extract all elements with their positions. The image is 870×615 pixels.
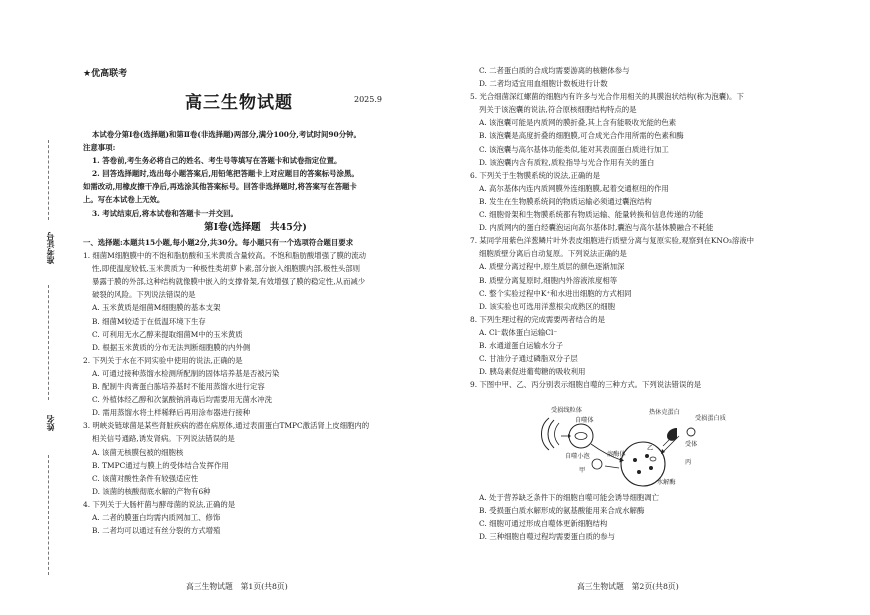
right-q9-options xyxy=(470,491,830,543)
text-line: 暴露于膜的外部,这种结构就像膜中嵌入的支撑骨架,有效增强了膜的稳定性,从而减少 xyxy=(92,277,366,287)
text-line: B. 水通道蛋白运输水分子 xyxy=(479,340,564,350)
label-autophagosome: 自噬体 xyxy=(575,417,594,424)
binding-line xyxy=(48,455,49,575)
label-lysosome: 溶酶体 xyxy=(607,451,626,458)
text-line: 注意事项: xyxy=(83,143,116,153)
text-line: 9. 下图中甲、乙、丙分别表示细胞自噬的三种方式。下列说法错误的是 xyxy=(470,380,702,390)
text-line: 6. 下列关于生物膜系统的说法,正确的是 xyxy=(470,170,601,180)
text-line: 相关信号通路,诱发肾病。下列说法错误的是 xyxy=(92,434,235,444)
text-line: D. 二者均适宜用血细胞计数板进行计数 xyxy=(479,79,608,89)
text-line: D. 该泡囊内含有质粒,质粒指导与光合作用有关的蛋白 xyxy=(479,157,655,167)
footer-page-2: 高三生物试题 第2页(共8页) xyxy=(577,582,679,591)
text-line: B. 细菌M较适于在低温环境下生存 xyxy=(92,316,206,326)
text-line: C. 该菌对酸性条件有较强适应性 xyxy=(92,473,199,483)
text-line: C. 细胞可通过形成自噬体更新细胞结构 xyxy=(479,519,608,529)
text-line: 1. 细菌M细胞膜中的不饱和脂肪酸和玉米黄质含量较高。不饱和脂肪酸增强了膜的流动 xyxy=(83,251,367,261)
text-line: D. 根据玉米黄质的分布无法判断细胞膜的内外侧 xyxy=(92,342,251,352)
mitochondrion-icon xyxy=(542,418,560,450)
text-line: D. 胰岛素促进葡萄糖的吸收利用 xyxy=(479,367,586,377)
text-line: C. 该泡囊与高尔基体功能类似,能对其表面蛋白质进行加工 xyxy=(479,144,669,154)
label-bing: 丙 xyxy=(685,459,692,466)
text-line: 本试卷分第Ⅰ卷(选择题)和第Ⅱ卷(非选择题)两部分,满分100分,考试时间90分钟。 xyxy=(92,130,361,139)
name-label: 姓名 xyxy=(46,415,55,431)
text-line: A. 高尔基体内连内质网膜外连细胞膜,起着交通枢纽的作用 xyxy=(479,183,669,193)
text-line: 2. 回答选择题时,选出每小题答案后,用铅笔把答题卡上对应题目的答案标号涂黑。 xyxy=(92,169,359,179)
label-protein: 受损蛋白质 xyxy=(695,415,726,422)
autophagy-figure xyxy=(535,402,735,490)
text-line: 如需改动,用橡皮擦干净后,再选涂其他答案标号。回答非选择题时,将答案写在答题卡 xyxy=(83,182,357,192)
text-line: 5. 光合细菌深红螺菌的细胞内有许多与光合作用相关的具膜泡状结构(称为泡囊)。下 xyxy=(470,92,744,102)
text-line: D. 内质网内的蛋白经囊泡运向高尔基体时,囊泡与高尔基体膜融合不耗能 xyxy=(479,223,714,233)
footer-page-1: 高三生物试题 第1页(共8页) xyxy=(186,582,288,591)
text-line: A. 该菌无核膜包被的细胞核 xyxy=(92,447,184,457)
text-line: B. 配制牛肉膏蛋白胨培养基时不能用蒸馏水进行定容 xyxy=(92,382,265,392)
text-line: 4. 下列关于大肠杆菌与酵母菌的说法,正确的是 xyxy=(83,499,236,509)
text-line: 性,即使温度较低,玉米黄质为一种极性类胡萝卜素,部分嵌入细胞膜内部,极性头部则 xyxy=(92,264,361,274)
text-line: 上。写在本试卷上无效。 xyxy=(83,195,165,205)
exam-title: 高三生物试题 xyxy=(185,93,293,113)
label-receptor: 受体 xyxy=(685,441,698,448)
right-questions xyxy=(470,64,830,391)
binding-line xyxy=(48,285,49,400)
text-line: 一、选择题:本题共15小题,每小题2分,共30分。每小题只有一个选项符合题目要求 xyxy=(83,238,354,247)
text-line: B. 发生在生物膜系统间的物质运输必须通过囊泡结构 xyxy=(479,196,652,206)
binding-line xyxy=(48,140,49,220)
text-line: D. 三种细胞自噬过程均需要蛋白质的参与 xyxy=(479,532,616,542)
text-line: A. 该泡囊可能是内质网的膜折叠,其上含有能吸收光能的色素 xyxy=(479,118,677,128)
text-line: B. 质壁分离复原时,细胞内外溶液浓度相等 xyxy=(479,275,618,285)
text-line: 2. 下列关于水在不同实验中使用的说法,正确的是 xyxy=(83,355,243,365)
text-line: B. 受损蛋白质水解形成的氨基酸能用来合成水解酶 xyxy=(479,506,645,516)
text-line: D. 需用蒸馏水将土样稀释后再用涂布器进行接种 xyxy=(92,408,251,418)
text-line: 7. 某同学用紫色洋葱鳞片叶外表皮细胞进行质壁分离与复原实验,观察到在KNO₃溶液中 xyxy=(470,236,755,246)
text-line: B. 二者均可以通过有丝分裂的方式增殖 xyxy=(92,526,221,536)
text-line: C. 整个实验过程中K⁺和水进出细胞的方式相同 xyxy=(479,288,632,298)
exam-number-label: 准考证号 xyxy=(46,232,55,264)
text-line: C. 可利用无水乙醇来提取细菌M中的玉米黄质 xyxy=(92,329,243,339)
text-line: A. Cl⁻载体蛋白运输Cl⁻ xyxy=(479,327,558,337)
exam-date: 2025.9 xyxy=(354,95,382,104)
label-hydrolase: 水解酶 xyxy=(657,479,676,486)
left-questions xyxy=(83,236,428,537)
text-line: 1. 答卷前,考生务必将自己的姓名、考生号等填写在答题卡和试卷指定位置。 xyxy=(92,156,342,166)
label-yi: 乙 xyxy=(647,445,654,452)
text-line: 列关于该泡囊的说法,符合原核细胞结构特点的是 xyxy=(479,105,637,115)
text-line: B. TMPC通过与膜上的受体结合发挥作用 xyxy=(92,460,229,470)
text-line: C. 外植体经乙醇和次氯酸钠消毒后均需要用无菌水冲洗 xyxy=(92,395,273,405)
label-chaperone: 热休克蛋白 xyxy=(649,409,680,416)
text-line: B. 该泡囊是高度折叠的细胞膜,可合成光合作用所需的色素和酶 xyxy=(479,131,684,141)
text-line: A. 处于营养缺乏条件下的细胞自噬可能会诱导细胞凋亡 xyxy=(479,493,660,502)
text-line: A. 二者的膜蛋白均需内质网加工、修饰 xyxy=(92,512,221,522)
text-line: 破裂的风险。下列说法错误的是 xyxy=(92,290,196,300)
text-line: A. 质壁分离过程中,原生质层的颜色逐渐加深 xyxy=(479,262,625,272)
text-line: 3. 明峡炎链球菌是某些肾脏疾病的潜在病原体,通过表面蛋白TMPC激活肾上皮细胞内的 xyxy=(83,421,370,431)
text-line: 细胞质壁分离后自动复原。下列说法正确的是 xyxy=(479,249,627,259)
section-title: 第Ⅰ卷(选择题 共45分) xyxy=(204,222,307,233)
text-line: D. 该实验也可选用洋葱根尖成熟区的细胞 xyxy=(479,301,616,311)
text-line: 8. 下列生理过程的完成需要两者结合的是 xyxy=(470,314,606,324)
text-line: A. 可通过接种蒸馏水检测所配制的固体培养基是否被污染 xyxy=(92,368,280,378)
text-line: D. 该菌的核酸彻底水解的产物有6种 xyxy=(92,486,211,496)
label-small-vesicle: 自噬小泡 xyxy=(565,453,590,460)
label-jia: 甲 xyxy=(579,467,586,474)
autophagosome-icon xyxy=(569,424,593,448)
text-line: C. 甘油分子通过磷脂双分子层 xyxy=(479,354,578,364)
text-line: C. 二者蛋白质的合成均需要游离的核糖体参与 xyxy=(479,66,630,75)
text-line: 3. 考试结束后,将本试卷和答题卡一并交回。 xyxy=(92,208,238,218)
label-damaged-mitochondrion: 受损线粒体 xyxy=(551,407,582,414)
text-line: C. 细胞骨架和生物膜系统都有物质运输、能量转换和信息传递的功能 xyxy=(479,210,704,220)
exam-brand-tag: ★优高联考 xyxy=(83,69,128,79)
vesicle-icon xyxy=(592,459,602,469)
text-line: A. 玉米黄质是细菌M细胞膜的基本支架 xyxy=(92,303,221,313)
instructions-block xyxy=(83,128,428,220)
